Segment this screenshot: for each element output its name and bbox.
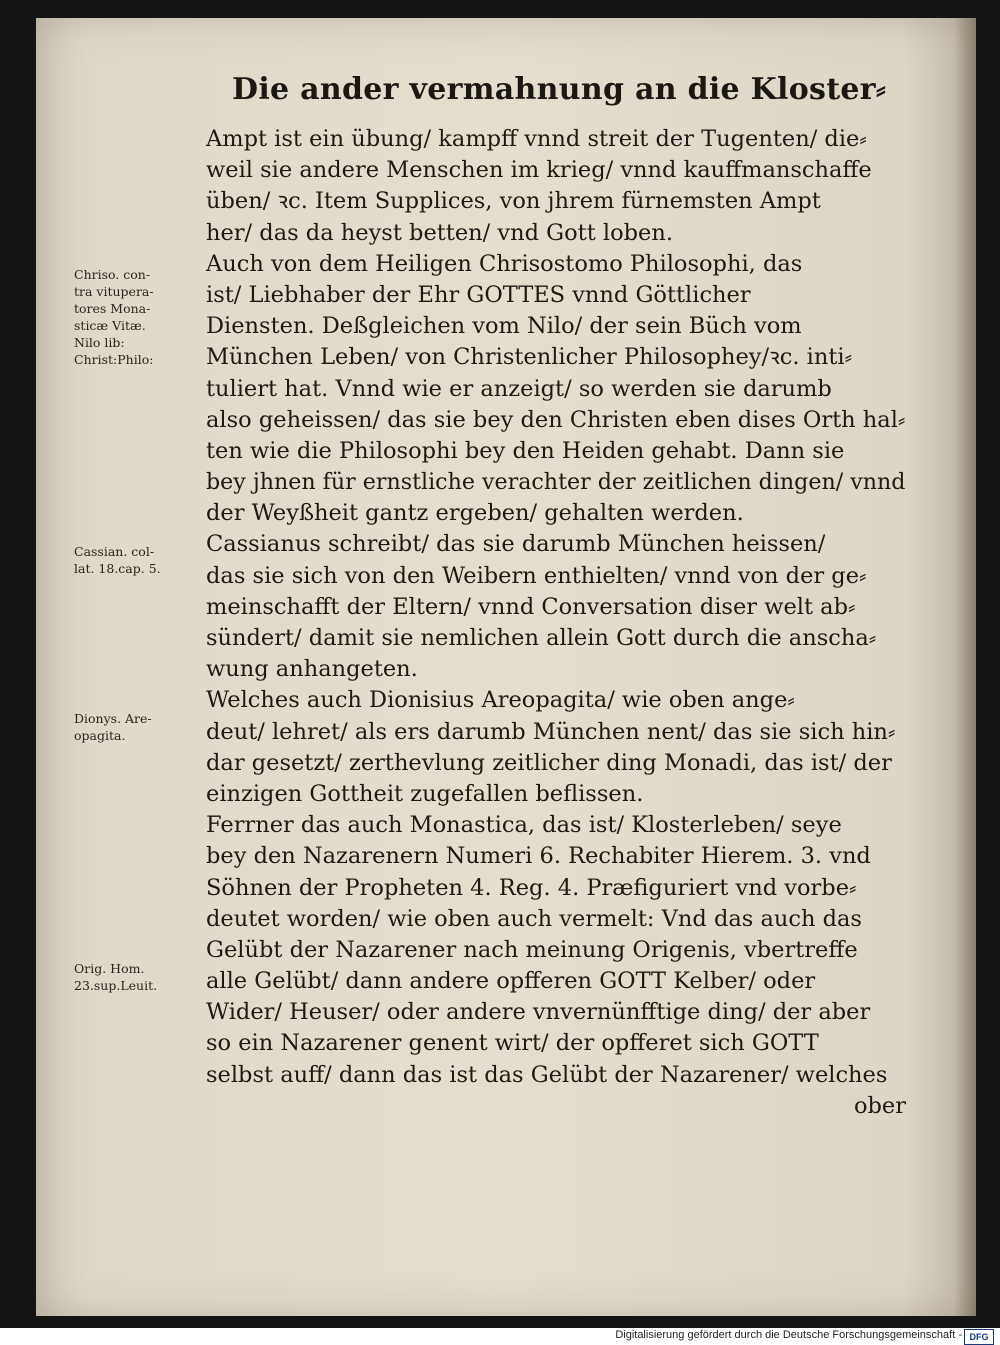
marginal-note-line: Cassian. col- (74, 544, 155, 559)
text-line: deutet worden/ wie oben auch vermelt: Vnd das auch das (206, 905, 862, 932)
marginal-note-origen (74, 960, 214, 994)
marginal-note-line: sticæ Vitæ. (74, 318, 146, 333)
text-line: München Leben/ von Christenlicher Philosophey/ꝛc. inti⸗ (206, 344, 853, 371)
marginal-note-line: Orig. Hom. (74, 961, 145, 976)
marginal-note-line: tores Mona- (74, 301, 151, 316)
text-line: der Weyßheit gantz ergeben/ gehalten werden. (206, 500, 744, 527)
text-line: Ferrner das auch Monastica, das ist/ Klosterleben/ seye (206, 812, 842, 839)
marginal-note-cassian (74, 543, 214, 577)
text-line: Söhnen der Propheten 4. Reg. 4. Præfiguriert vnd vorbe⸗ (206, 874, 857, 901)
footer-credit: Digitalisierung gefördert durch die Deutsche Forschungsgemeinschaft - (615, 1329, 962, 1341)
marginal-note-line: Nilo lib: (74, 335, 125, 350)
text-line: Ampt ist ein übung/ kampff vnnd streit der Tugenten/ die⸗ (206, 126, 867, 152)
text-line: wung anhangeten. (206, 656, 418, 683)
text-line: Gelübt der Nazarener nach meinung Origenis, vbertreffe (206, 936, 858, 963)
text-line: ten wie die Philosophi bey den Heiden gehabt. Dann sie (206, 437, 845, 464)
marginal-note-line: 23.sup.Leuit. (74, 978, 158, 993)
text-line: Diensten. Deßgleichen vom Nilo/ der sein Büch vom (206, 313, 802, 340)
marginal-note-dionysius (74, 710, 214, 744)
marginal-note-line: lat. 18.cap. 5. (74, 561, 161, 576)
text-line: Auch von dem Heiligen Chrisostomo Philosophi, das (206, 250, 803, 277)
text-line: selbst auff/ dann das ist das Gelübt der Nazarener/ welches (206, 1061, 888, 1088)
running-head: Die ander vermahnung an die Kloster⸗ (232, 72, 887, 107)
body-text (206, 124, 906, 1122)
text-line: ist/ Liebhaber der Ehr GOTTES vnnd Göttlicher (206, 281, 751, 308)
footer-bar (0, 1328, 1000, 1345)
text-line: sündert/ damit sie nemlichen allein Gott durch die anscha⸗ (206, 625, 877, 651)
text-line: alle Gelübt/ dann andere opfferen GOTT Kelber/ oder (206, 968, 816, 995)
text-line: bey jhnen für ernstliche verachter der zeitlichen dingen/ vnnd (206, 469, 906, 496)
text-line: also geheissen/ das sie bey den Christen eben dises Orth hal⸗ (206, 406, 906, 433)
text-line: einzigen Gottheit zugefallen beflissen. (206, 780, 644, 807)
marginal-note-line: tra vitupera- (74, 284, 154, 299)
marginal-note-line: Dionys. Are- (74, 711, 152, 726)
marginal-note-line: Christ:Philo: (74, 352, 154, 367)
text-line: üben/ ꝛc. Item Supplices, von jhrem fürnemsten Ampt (206, 188, 821, 215)
marginal-note-line: Chriso. con- (74, 267, 151, 282)
text-line: weil sie andere Menschen im krieg/ vnnd kauffmanschaffe (206, 157, 872, 184)
text-line: bey den Nazarenern Numeri 6. Rechabiter Hierem. 3. vnd (206, 843, 871, 870)
marginal-note-line: opagita. (74, 728, 126, 743)
text-line: dar gesetzt/ zerthevlung zeitlicher ding Monadi, das ist/ der (206, 749, 892, 776)
text-line: so ein Nazarener genent wirt/ der opfferet sich GOTT (206, 1030, 819, 1057)
text-line: her/ das da heyst betten/ vnd Gott loben. (206, 219, 673, 246)
marginal-note-chrisostomo (74, 266, 214, 368)
text-line: Wider/ Heuser/ oder andere vnvernünfftige ding/ der aber (206, 999, 871, 1026)
text-line: Welches auch Dionisius Areopagita/ wie oben ange⸗ (206, 687, 795, 714)
catchword: ober (853, 1092, 906, 1119)
text-line: deut/ lehret/ als ers darumb München nent/ das sie sich hin⸗ (206, 718, 896, 745)
text-line: tuliert hat. Vnnd wie er anzeigt/ so werden sie darumb (206, 375, 832, 402)
text-line: Cassianus schreibt/ das sie darumb München heissen/ (206, 531, 826, 558)
page-edge-shadow (954, 18, 976, 1316)
text-line: meinschafft der Eltern/ vnnd Conversation diser welt ab⸗ (206, 593, 856, 620)
dfg-logo[interactable]: DFG (964, 1329, 994, 1345)
text-line: das sie sich von den Weibern enthielten/ vnnd von der ge⸗ (206, 562, 867, 589)
